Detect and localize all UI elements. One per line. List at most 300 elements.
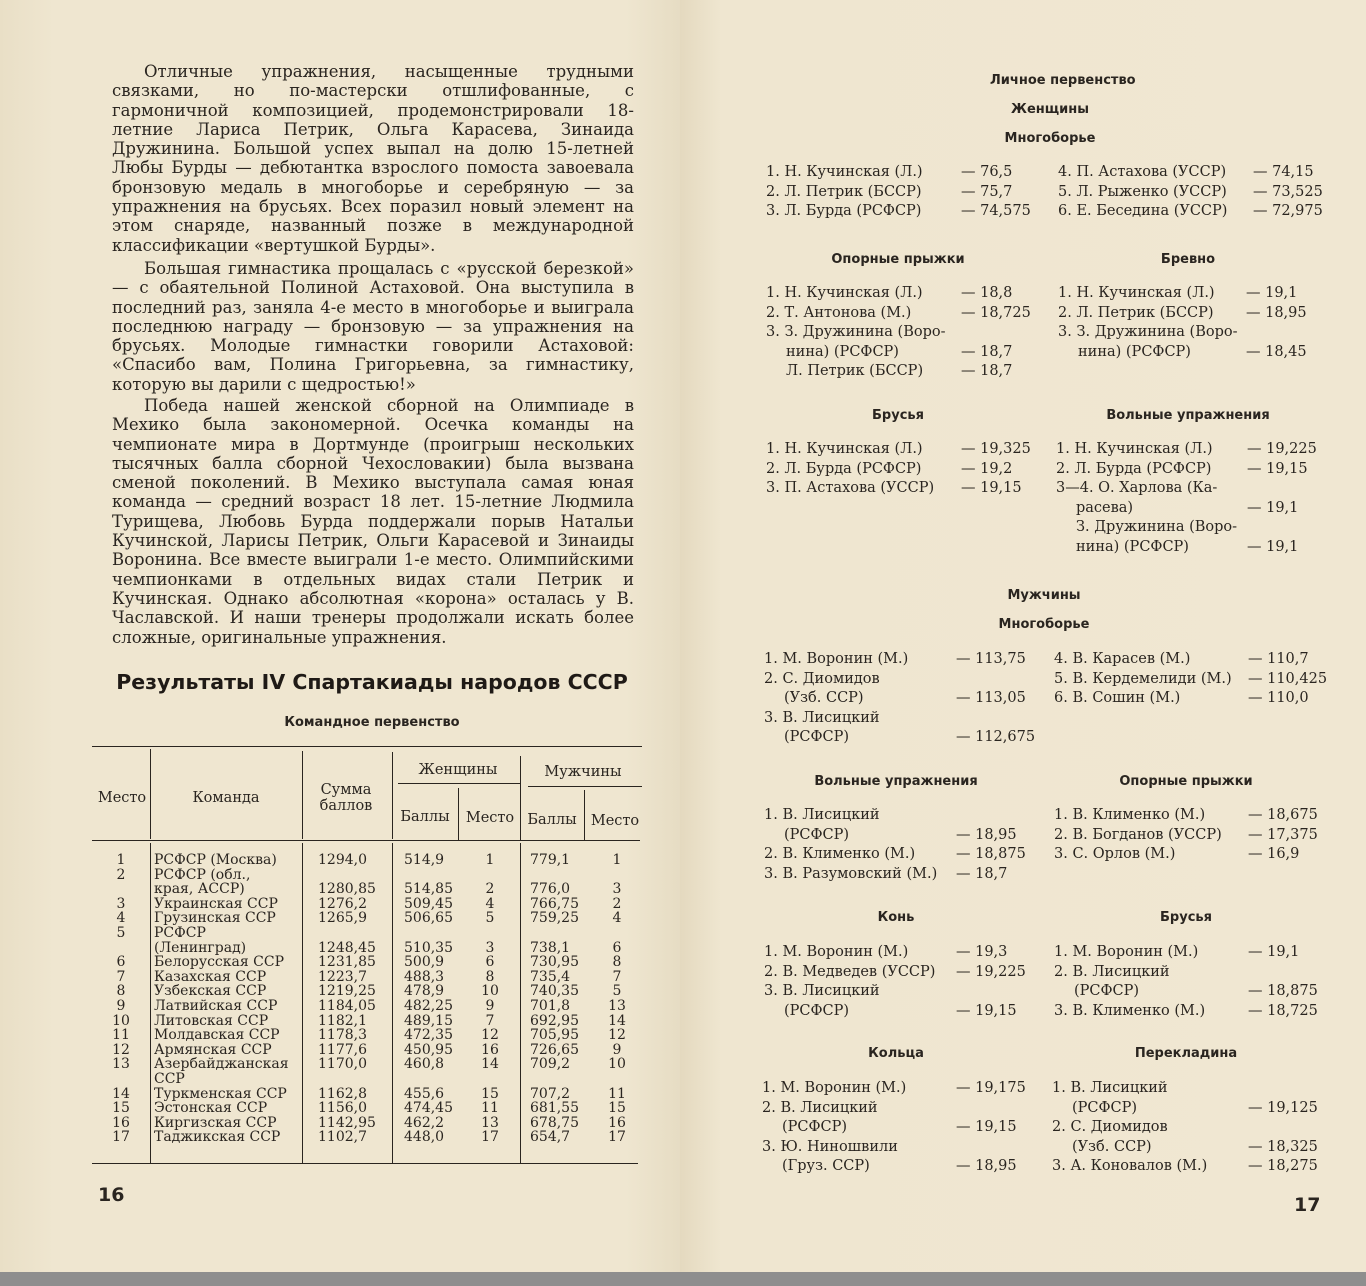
- table-women-place-cell: 6: [485, 954, 495, 971]
- result-line: [764, 865, 1026, 885]
- result-line: [766, 202, 1031, 222]
- table-place-cell: 4: [116, 910, 126, 927]
- athlete-name: 2. В. Клименко (М.): [764, 846, 916, 862]
- score: — 18,7: [961, 343, 1013, 360]
- table-sum-cell: 1170,0: [318, 1056, 367, 1073]
- result-line: [1056, 518, 1317, 538]
- score: — 19,2: [961, 460, 1013, 477]
- athlete-name: 2. Л. Петрик (БССР): [766, 183, 922, 200]
- header-place: Место: [97, 790, 147, 806]
- athlete-name: 3. В. Лисицкий: [764, 983, 880, 999]
- table-men-points-cell: 701,8: [530, 997, 571, 1014]
- table-team-cell: РСФСР (Москва): [154, 852, 277, 868]
- score: — 18,675: [1248, 807, 1318, 823]
- section-title-women-beam: Бревно: [1160, 252, 1216, 267]
- men-place-column: [602, 853, 632, 1145]
- result-line: [762, 1138, 1026, 1158]
- table-place-cell: 11: [112, 1027, 130, 1044]
- table-place-cell: 7: [116, 968, 126, 985]
- result-line: [766, 183, 1031, 203]
- table-women-points-cell: 514,85: [404, 881, 453, 898]
- result-line: [1054, 826, 1318, 846]
- athlete-name: 6. В. Сошин (М.): [1054, 690, 1181, 706]
- table-men-place-cell: 9: [612, 1041, 622, 1058]
- table-men-points-cell: 707,2: [530, 1085, 571, 1102]
- table-sum-cell: 1276,2: [318, 895, 367, 912]
- athlete-name: 3. В. Лисицкий: [764, 709, 880, 726]
- table-team-cell: края, АССР): [154, 881, 245, 898]
- table-team-cell: ССР: [154, 1070, 185, 1087]
- athlete-name: (Узб. ССР): [784, 690, 864, 706]
- table-women-points-cell: 500,9: [404, 954, 445, 971]
- table-men-place-cell: 6: [612, 939, 622, 956]
- table-men-points-cell: 709,2: [530, 1056, 571, 1073]
- table-women-place-cell: 13: [481, 1114, 499, 1131]
- result-line: [764, 806, 1026, 826]
- table-women-place-cell: 4: [485, 895, 495, 912]
- table-men-points-cell: 766,75: [530, 895, 579, 912]
- table-women-place-cell: 2: [485, 881, 495, 898]
- athlete-name: (РСФСР): [1072, 1099, 1138, 1116]
- athlete-name: (РСФСР): [1074, 983, 1140, 999]
- score: — 18,875: [956, 846, 1026, 862]
- table-sum-cell: 1219,25: [318, 983, 376, 1000]
- result-line: [766, 460, 1031, 480]
- result-line: [1052, 1138, 1318, 1158]
- table-sum-cell: [318, 868, 390, 883]
- table-team-cell: Узбекская ССР: [154, 983, 267, 1000]
- athlete-name: 1. В. Лисицкий: [1052, 1080, 1168, 1096]
- score: — 18,275: [1248, 1158, 1318, 1174]
- men-points-column: [530, 853, 582, 1145]
- athlete-name: расева): [1076, 499, 1134, 516]
- paragraph-1: Отличные упражнения, насыщенные трудными связками, но по-мастерски отшлифованные, с гармоничной композицией, продемонстрировали 18-летние Лариса Петрик, Ольга Карасева, Зинаида Дружинина. Большой успех выпал на долю 15-летней Любы Бурды — дебютантка взрослого помоста завоевала бронзовую медаль в многоборье и серебряную — за упражнения на брусьях. Всех поразил новый элемент на этом снаряде, названный позже в международной классификации «вертушкой Бурды».: [112, 62, 634, 255]
- section-title-women-floor: Вольные упражнения: [1106, 408, 1270, 423]
- section-title-women-allround: Многоборье: [1004, 131, 1096, 146]
- header-women-points: Баллы: [400, 809, 450, 825]
- women-group-rule: [398, 783, 520, 784]
- table-women-points-cell: 482,25: [404, 997, 453, 1014]
- header-men: Мужчины: [544, 764, 622, 780]
- result-line: [1052, 1157, 1318, 1177]
- header-women: Женщины: [418, 762, 498, 778]
- table-place-cell: 16: [112, 1114, 130, 1131]
- table-men-place-cell: 8: [612, 954, 622, 971]
- results-women-beam: [1058, 284, 1316, 362]
- sum-column: [318, 853, 390, 1145]
- result-line: [762, 1118, 1026, 1138]
- right-page: [680, 0, 1366, 1272]
- result-line: [766, 479, 1031, 499]
- result-line: [766, 304, 1031, 324]
- results-men-floor: [764, 806, 1026, 884]
- table-men-place-cell: 16: [608, 1114, 626, 1131]
- table-women-place-cell: 8: [485, 968, 495, 985]
- score: — 19,3: [956, 944, 1008, 960]
- result-line: [1058, 202, 1323, 222]
- athlete-name: 6. Е. Беседина (УССР): [1058, 203, 1228, 219]
- table-women-place-cell: 5: [485, 910, 495, 927]
- table-place-cell: 5: [116, 924, 126, 941]
- athlete-name: 1. М. Воронин (М.): [762, 1080, 907, 1096]
- table-men-place-cell: 1: [612, 852, 622, 868]
- athlete-name: 2. Л. Бурда (РСФСР): [766, 460, 922, 477]
- table-place-cell: 13: [112, 1056, 130, 1073]
- result-line: [1054, 982, 1318, 1002]
- table-sum-cell: [318, 1072, 390, 1087]
- women-points-column: [404, 853, 458, 1145]
- men-title: Мужчины: [1007, 588, 1081, 603]
- table-men-place-cell: 5: [612, 983, 622, 1000]
- athlete-name: нина) (РСФСР): [786, 343, 899, 360]
- table-team-cell: Литовская ССР: [154, 1012, 269, 1029]
- score: — 19,225: [956, 963, 1026, 980]
- score: — 113,05: [956, 690, 1026, 706]
- result-line: [1052, 1079, 1318, 1099]
- athlete-name: 2. В. Медведев (УССР): [764, 963, 936, 980]
- header-team: Команда: [192, 790, 260, 806]
- athlete-name: 2. В. Лисицкий: [762, 1099, 878, 1116]
- table-team-cell: Украинская ССР: [154, 895, 278, 912]
- table-place-cell: 10: [112, 1012, 130, 1029]
- results-women-allround-right: [1058, 163, 1323, 222]
- table-men-place-cell: 15: [608, 1100, 626, 1117]
- table-team-cell: (Ленинград): [154, 939, 247, 956]
- result-line: [1056, 440, 1317, 460]
- athlete-name: (Груз. ССР): [782, 1158, 870, 1174]
- result-line: [1054, 1002, 1318, 1022]
- table-sum-cell: 1231,85: [318, 954, 376, 971]
- table-men-points-cell: 654,7: [530, 1129, 571, 1146]
- women-title: Женщины: [1011, 102, 1089, 117]
- results-men-horse: [764, 943, 1026, 1021]
- score: — 16,9: [1248, 846, 1300, 862]
- result-line: [1058, 284, 1316, 304]
- table-men-place-cell: 13: [608, 997, 626, 1014]
- table-women-place-cell: 17: [481, 1129, 499, 1146]
- athlete-name: 2. Т. Антонова (М.): [766, 304, 912, 321]
- result-line: [1054, 943, 1318, 963]
- personal-standings-title: Личное первенство: [990, 73, 1136, 88]
- result-line: [764, 670, 1026, 690]
- score: — 110,7: [1248, 651, 1309, 667]
- col-divider: [302, 751, 303, 839]
- col-divider: [458, 788, 459, 840]
- score: — 19,15: [956, 1002, 1017, 1019]
- athlete-name: 1. Н. Кучинская (Л.): [1056, 441, 1213, 457]
- table-women-place-cell: [474, 1072, 506, 1087]
- table-men-place-cell: 10: [608, 1056, 626, 1073]
- team-column: [154, 853, 300, 1145]
- table-sum-cell: 1142,95: [318, 1114, 376, 1131]
- athlete-name: 2. В. Лисицкий: [1054, 963, 1170, 980]
- result-line: [766, 163, 1031, 183]
- score: — 19,325: [961, 441, 1031, 457]
- table-men-points-cell: [530, 868, 582, 883]
- table-men-points-cell: 681,55: [530, 1100, 579, 1117]
- table-men-place-cell: 7: [612, 968, 622, 985]
- score: — 18,875: [1248, 983, 1318, 999]
- score: — 74,575: [961, 203, 1031, 219]
- result-line: [766, 440, 1031, 460]
- table-women-points-cell: [404, 926, 458, 941]
- col-divider: [520, 843, 521, 1163]
- athlete-name: нина) (РСФСР): [1076, 538, 1189, 555]
- score: — 76,5: [961, 164, 1013, 180]
- table-men-place-cell: [602, 868, 632, 883]
- table-men-points-cell: [530, 926, 582, 941]
- result-line: [1058, 323, 1316, 343]
- athlete-name: 1. Н. Кучинская (Л.): [766, 285, 923, 301]
- score: — 18,8: [961, 285, 1013, 301]
- table-place-cell: 17: [112, 1129, 130, 1146]
- table-women-points-cell: 450,95: [404, 1041, 453, 1058]
- table-women-points-cell: 455,6: [404, 1085, 445, 1102]
- table-women-place-cell: 14: [481, 1056, 499, 1073]
- athlete-name: 5. Л. Рыженко (УССР): [1058, 183, 1227, 200]
- athlete-name: (РСФСР): [784, 826, 850, 843]
- table-place-cell: 12: [112, 1041, 130, 1058]
- table-women-points-cell: 462,2: [404, 1114, 445, 1131]
- score: — 18,95: [956, 826, 1017, 843]
- table-team-cell: Латвийская ССР: [154, 997, 278, 1014]
- score: — 17,375: [1248, 826, 1318, 843]
- table-women-points-cell: 448,0: [404, 1129, 445, 1146]
- table-place-cell: [104, 1072, 138, 1087]
- result-line: [1058, 343, 1316, 363]
- table-place-cell: 14: [112, 1085, 130, 1102]
- result-line: [1052, 1099, 1318, 1119]
- table-men-place-cell: 2: [612, 895, 622, 912]
- athlete-name: 2. С. Диомидов: [1052, 1119, 1168, 1135]
- result-line: [1058, 163, 1323, 183]
- table-men-points-cell: [530, 1072, 582, 1087]
- table-women-place-cell: 12: [481, 1027, 499, 1044]
- score: — 75,7: [961, 183, 1013, 200]
- table-sum-cell: 1184,05: [318, 997, 376, 1014]
- result-line: [762, 1099, 1026, 1119]
- header-sum: Сумма баллов: [319, 782, 373, 814]
- score: — 18,725: [961, 304, 1031, 321]
- table-women-place-cell: [474, 926, 506, 941]
- col-divider: [520, 756, 521, 841]
- col-divider: [392, 752, 393, 839]
- score: — 18,95: [1246, 304, 1307, 321]
- col-divider: [150, 749, 151, 839]
- table-women-place-cell: 10: [481, 983, 499, 1000]
- table-sum-cell: 1177,6: [318, 1041, 367, 1058]
- result-line: [1056, 499, 1317, 519]
- table-place-cell: 1: [116, 852, 126, 868]
- results-women-allround-left: [766, 163, 1031, 222]
- score: — 113,75: [956, 651, 1026, 667]
- table-place-cell: 15: [112, 1100, 130, 1117]
- athlete-name: 3. В. Клименко (М.): [1054, 1002, 1206, 1019]
- table-team-cell: Грузинская ССР: [154, 910, 276, 927]
- score: — 19,15: [956, 1119, 1017, 1135]
- table-sum-cell: 1265,9: [318, 910, 367, 927]
- page-number-left: 16: [98, 1184, 125, 1206]
- score: — 74,15: [1253, 164, 1314, 180]
- table-team-cell: Азербайджанская: [154, 1056, 289, 1073]
- table-team-cell: Белорусская ССР: [154, 954, 284, 971]
- athlete-name: нина) (РСФСР): [1078, 343, 1191, 360]
- result-line: [764, 650, 1026, 670]
- result-line: [764, 689, 1026, 709]
- table-women-points-cell: 514,9: [404, 852, 445, 868]
- col-divider: [584, 790, 585, 841]
- team-standings-subtitle: Командное первенство: [284, 715, 460, 730]
- table-women-place-cell: 11: [481, 1100, 499, 1117]
- table-place-cell: 3: [116, 895, 126, 912]
- table-bottom-rule: [92, 1163, 638, 1164]
- athlete-name: 1. В. Клименко (М.): [1054, 807, 1206, 823]
- athlete-name: 3. П. Астахова (УССР): [766, 480, 935, 496]
- athlete-name: (РСФСР): [784, 1002, 850, 1019]
- table-team-cell: РСФСР: [154, 924, 206, 941]
- table-sum-cell: 1294,0: [318, 852, 367, 868]
- table-top-rule: [92, 746, 642, 747]
- results-title: Результаты IV Спартакиады народов СССР: [116, 670, 628, 694]
- header-bottom-rule: [92, 840, 640, 841]
- table-sum-cell: 1248,45: [318, 939, 376, 956]
- athlete-name: 3. С. Орлов (М.): [1054, 846, 1176, 862]
- table-men-points-cell: 759,25: [530, 910, 579, 927]
- section-title-men-rings: Кольца: [868, 1046, 924, 1061]
- table-women-place-cell: 9: [485, 997, 495, 1014]
- table-men-place-cell: 11: [608, 1085, 626, 1102]
- header-men-points: Баллы: [527, 812, 577, 828]
- section-title-men-hbar: Перекладина: [1134, 1046, 1238, 1061]
- table-sum-cell: 1156,0: [318, 1100, 367, 1117]
- table-team-cell: Таджикская ССР: [154, 1129, 281, 1146]
- table-sum-cell: 1280,85: [318, 881, 376, 898]
- score: — 19,225: [1247, 441, 1317, 457]
- table-men-points-cell: 726,65: [530, 1041, 579, 1058]
- table-men-points-cell: 705,95: [530, 1027, 579, 1044]
- athlete-name: 4. П. Астахова (УССР): [1058, 164, 1227, 180]
- athlete-name: 1. М. Воронин (М.): [1054, 944, 1199, 960]
- table-women-points-cell: [404, 1072, 458, 1087]
- table-women-place-cell: 3: [485, 939, 495, 956]
- table-team-cell: Туркменская ССР: [154, 1085, 287, 1102]
- score: — 18,95: [956, 1158, 1017, 1174]
- table-sum-cell: 1223,7: [318, 968, 367, 985]
- paragraph-2: Большая гимнастика прощалась с «русской березкой» — с обаятельной Полиной Астаховой. Она выступила в последний раз, заняла 4-е место в многоборье и выиграла последнюю награду — бронзовую — за упражнения на брусьях. Молодые гимнастки говорили Астаховой: «Спасибо вам, Полина Григорьевна, за гимнастику, которую вы дарили с щедростью!»: [112, 259, 634, 394]
- result-line: [1054, 670, 1328, 690]
- result-line: [1054, 806, 1318, 826]
- score: — 19,1: [1247, 538, 1299, 555]
- table-women-points-cell: 478,9: [404, 983, 445, 1000]
- table-women-points-cell: [404, 868, 458, 883]
- athlete-name: 1. В. Лисицкий: [764, 807, 880, 823]
- result-line: [764, 709, 1026, 729]
- results-men-rings: [762, 1079, 1026, 1177]
- results-men-allround-right: [1054, 650, 1328, 709]
- score: — 19,1: [1246, 285, 1298, 301]
- table-sum-cell: 1102,7: [318, 1129, 367, 1146]
- result-line: [766, 362, 1031, 382]
- table-sum-cell: 1162,8: [318, 1085, 367, 1102]
- left-page: [0, 0, 680, 1272]
- athlete-name: 3. Ю. Ниношвили: [762, 1138, 898, 1155]
- result-line: [1058, 304, 1316, 324]
- table-team-cell: Казахская ССР: [154, 968, 267, 985]
- table-men-place-cell: 14: [608, 1012, 626, 1029]
- col-divider: [392, 843, 393, 1163]
- athlete-name: 3. З. Дружинина (Воро-: [766, 324, 946, 340]
- results-women-floor: [1056, 440, 1317, 557]
- score: — 19,1: [1248, 944, 1300, 960]
- table-men-place-cell: 3: [612, 881, 622, 898]
- athlete-name: (РСФСР): [782, 1119, 848, 1135]
- score: — 19,1: [1247, 499, 1299, 516]
- score: — 19,15: [1247, 460, 1308, 477]
- table-women-points-cell: 489,15: [404, 1012, 453, 1029]
- table-men-points-cell: 738,1: [530, 939, 571, 956]
- results-women-bars: [766, 440, 1031, 499]
- table-women-points-cell: 506,65: [404, 910, 453, 927]
- section-title-women-vault: Опорные прыжки: [831, 252, 965, 267]
- place-column: [104, 853, 138, 1145]
- result-line: [766, 323, 1031, 343]
- header-women-place: Место: [465, 810, 515, 826]
- men-group-rule: [528, 786, 642, 787]
- table-men-place-cell: [602, 1072, 632, 1087]
- score: — 73,525: [1253, 183, 1323, 200]
- athlete-name: 1. Н. Кучинская (Л.): [1058, 285, 1215, 301]
- table-sum-cell: 1182,1: [318, 1012, 367, 1029]
- section-title-men-allround: Многоборье: [998, 617, 1090, 632]
- table-women-points-cell: 488,3: [404, 968, 445, 985]
- table-men-points-cell: 735,4: [530, 968, 571, 985]
- table-place-cell: 8: [116, 983, 126, 1000]
- table-women-points-cell: 474,45: [404, 1100, 453, 1117]
- athlete-name: 5. В. Кердемелиди (М.): [1054, 670, 1232, 687]
- col-divider: [302, 843, 303, 1163]
- score: — 18,7: [956, 865, 1008, 882]
- result-line: [764, 982, 1026, 1002]
- results-men-hbar: [1052, 1079, 1318, 1177]
- table-team-cell: Эстонская ССР: [154, 1100, 268, 1117]
- section-title-men-bars: Брусья: [1160, 910, 1212, 925]
- table-men-points-cell: 692,95: [530, 1012, 579, 1029]
- result-line: [764, 845, 1026, 865]
- section-title-women-bars: Брусья: [872, 408, 924, 423]
- table-women-points-cell: 510,35: [404, 939, 453, 956]
- athlete-name: 1. М. Воронин (М.): [764, 651, 909, 667]
- score: — 18,325: [1248, 1138, 1318, 1155]
- table-women-place-cell: 7: [485, 1012, 495, 1029]
- table-place-cell: 6: [116, 954, 126, 971]
- result-line: [1056, 460, 1317, 480]
- result-line: [1056, 538, 1317, 558]
- athlete-name: (РСФСР): [784, 729, 850, 745]
- score: — 18,45: [1246, 343, 1307, 360]
- athlete-name: З. Дружинина (Воро-: [1076, 519, 1238, 535]
- table-women-place-cell: 1: [485, 852, 495, 868]
- table-team-cell: Киргизская ССР: [154, 1114, 277, 1131]
- result-line: [766, 343, 1031, 363]
- table-team-cell: Молдавская ССР: [154, 1027, 280, 1044]
- athlete-name: Л. Петрик (БССР): [786, 363, 924, 379]
- athlete-name: 2. Л. Петрик (БССР): [1058, 304, 1214, 321]
- score: — 72,975: [1253, 203, 1323, 219]
- result-line: [1058, 183, 1323, 203]
- athlete-name: 2. В. Богданов (УССР): [1054, 826, 1222, 843]
- col-divider: [150, 843, 151, 1163]
- paragraph-3: Победа нашей женской сборной на Олимпиаде в Мехико была закономерной. Осечка команды на чемпионате мира в Дортмунде (проигрыш нескольких тысячных балла сборной Чехословакии) была вызвана сменой поколений. В Мехико выступала самая юная команда — средний возраст 18 лет. 15-летние Людмила Турищева, Любовь Бурда поддержали порыв Натальи Кучинской, Ларисы Петрик, Ольги Карасевой и Зинаиды Воронина. Все вместе выиграли 1-е место. Олимпийскими чемпионками в отдельных видах стали Петрик и Кучинская. Однако абсолютная «корона» осталась у В. Чаславской. И наши тренеры продолжали искать более сложные, оригинальные упражнения.: [112, 396, 634, 647]
